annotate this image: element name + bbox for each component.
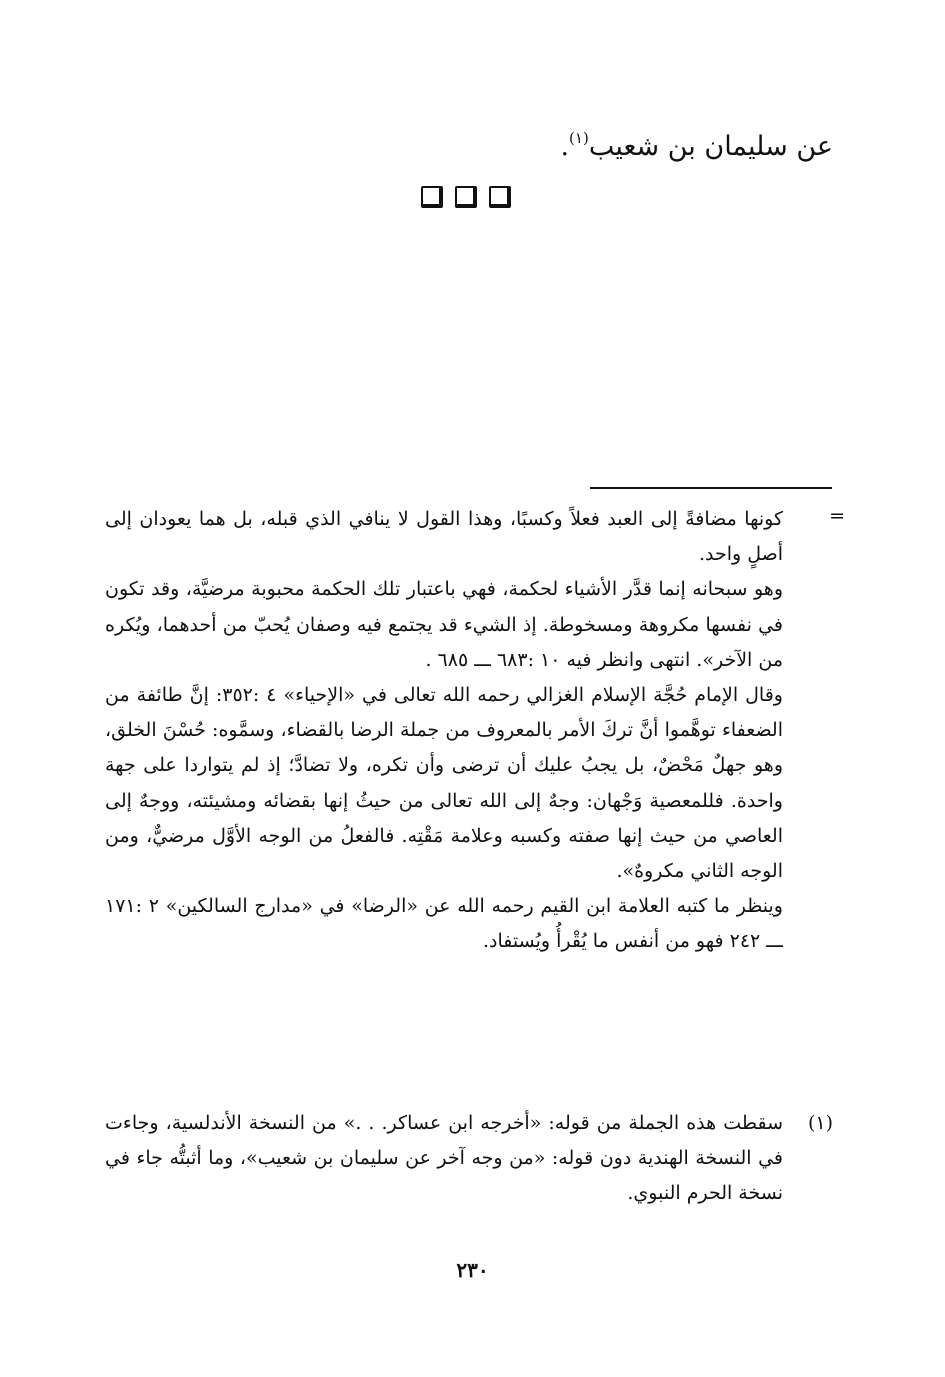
- footnote-number: (١): [807, 1112, 833, 1134]
- section-separator: [421, 186, 511, 208]
- footnote-text: سقطت هذه الجملة من قوله: «أخرجه ابن عساكر. . .» من النسخة الأندلسية، وجاءت في النسخة الهندية دون قوله: «من وجه آخر عن سليمان بن شعيب»، وما أثبتُّه جاء في نسخة الحرم النبوي.: [105, 1112, 783, 1205]
- footnote-ref-1[interactable]: (١): [569, 129, 589, 147]
- footnote-1: [105, 1106, 833, 1212]
- square-ornament-icon: [489, 186, 511, 208]
- square-ornament-icon: [455, 186, 477, 208]
- note-paragraph: وهو سبحانه إنما قدَّر الأشياء لحكمة، فهي باعتبار تلك الحكمة محبوبة مرضيَّة، وقد تكون في نفسها مكروهة ومسخوطة. إذ الشيء قد يجتمع فيه وصفان يُحبّ من أحدهما، ويُكره من الآخر». انتهى وانظر فيه ١٠ :٦٨٣ ـــ ٦٨٥ .: [105, 578, 783, 671]
- main-text-tail: .: [560, 131, 570, 162]
- main-text-line: [560, 118, 833, 167]
- note-paragraph: كونها مضافةً إلى العبد فعلاً وكسبًا، وهذا القول لا ينافي الذي قبله، بل هما يعودان إلى أصلٍ واحد.: [105, 508, 783, 566]
- note-paragraph: وينظر ما كتبه العلامة ابن القيم رحمه الله عن «الرضا» في «مدارج السالكين» ٢ :١٧١ ـــ ٢٤٢ فهو من أنفس ما يُقْرأُ ويُستفاد.: [105, 895, 783, 953]
- main-text: عن سليمان بن شعيب: [588, 131, 833, 162]
- square-ornament-icon: [421, 186, 443, 208]
- continuation-marker: =: [829, 505, 845, 527]
- note-paragraph: وقال الإمام حُجَّة الإسلام الغزالي رحمه الله تعالى في «الإحياء» ٤ :٣٥٢: إنَّ طائفة من الضعفاء توهَّموا أنَّ تركَ الأمر بالمعروف من جملة الرضا بالقضاء، وسمَّوه: حُسْنَ الخلق، وهو جهلٌ مَحْضٌ، بل يجبُ عليك أن ترضى وأن تكره، ولا تضادَّ؛ إذ لم يتواردا على جهة واحدة. فللمعصية وَجْهان: وجهٌ إلى الله تعالى من حيثُ إنها بقضائه ومشيئته، ووجهٌ إلى العاصي من حيث إنها صفته وكسبه وعلامة مَقْتِه. فالفعلُ من الوجه الأوَّل مرضيٌّ، ومن الوجه الثاني مكروهٌ».: [105, 684, 783, 883]
- page-number: ٢٣٠: [456, 1258, 489, 1282]
- footnote-continuation: [105, 502, 783, 960]
- footnote-rule: [590, 487, 832, 489]
